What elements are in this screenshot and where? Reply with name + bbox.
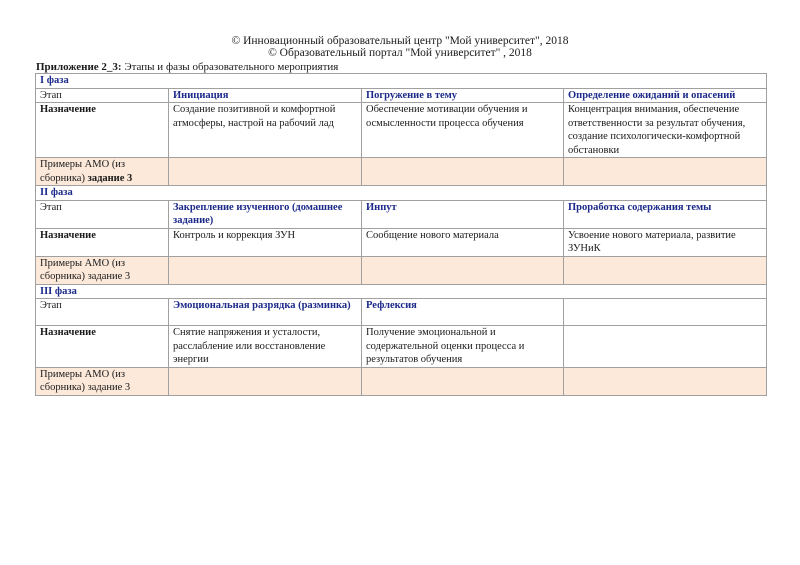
stage-label: Этап (36, 299, 169, 326)
examples-cell (362, 367, 564, 395)
purpose-text: Обеспечение мотивации обучения и осмысленности процесса обучения (362, 103, 564, 158)
examples-label-task: задание 3 (87, 172, 133, 184)
caption-label: Приложение 2_3: (36, 61, 122, 73)
purpose-text (564, 326, 767, 368)
purpose-text: Усвоение нового материала, развитие ЗУНиК (564, 228, 767, 256)
examples-label: Примеры АМО (из сборника) задание 3 (36, 367, 169, 395)
phase-title-row (36, 284, 767, 299)
stage-name: Погружение в тему (362, 88, 564, 103)
purpose-text: Сообщение нового материала (362, 228, 564, 256)
examples-cell (362, 158, 564, 186)
stage-name: Эмоциональная разрядка (разминка) (169, 299, 362, 326)
examples-cell (362, 256, 564, 284)
phase-title: I фаза (36, 74, 767, 89)
purpose-row (36, 326, 767, 368)
examples-cell (564, 367, 767, 395)
stage-name: Инициация (169, 88, 362, 103)
stage-name: Проработка содержания темы (564, 200, 767, 228)
examples-row (36, 256, 767, 284)
examples-cell (169, 367, 362, 395)
examples-label-text: Примеры АМО (из сборника) (40, 159, 126, 184)
stage-row (36, 88, 767, 103)
stage-name: Определение ожиданий и опасений (564, 88, 767, 103)
stage-label: Этап (36, 200, 169, 228)
examples-cell (564, 256, 767, 284)
examples-label (36, 158, 169, 186)
purpose-text: Снятие напряжения и усталости, расслабление или восстановление энергии (169, 326, 362, 368)
purpose-text: Контроль и коррекция ЗУН (169, 228, 362, 256)
purpose-label: Назначение (36, 228, 169, 256)
examples-label: Примеры АМО (из сборника) задание 3 (36, 256, 169, 284)
document-caption (36, 61, 338, 73)
stage-row (36, 200, 767, 228)
stage-name: Рефлексия (362, 299, 564, 326)
copyright-line-2: © Образовательный портал "Мой университет" , 2018 (268, 47, 532, 59)
phases-table (35, 73, 767, 396)
caption-text: Этапы и фазы образовательного мероприятия (121, 61, 339, 73)
phase-title: II фаза (36, 186, 767, 201)
stage-name (564, 299, 767, 326)
examples-cell (169, 158, 362, 186)
purpose-label: Назначение (36, 326, 169, 368)
examples-row (36, 158, 767, 186)
stage-name: Инпут (362, 200, 564, 228)
purpose-text: Концентрация внимания, обеспечение ответственности за результат обучения, создание психологически-комфортной обстановки (564, 103, 767, 158)
examples-row (36, 367, 767, 395)
copyright-line-1: © Инновационный образовательный центр "Мой университет", 2018 (231, 35, 569, 47)
purpose-row (36, 228, 767, 256)
purpose-text: Получение эмоциональной и содержательной оценки процесса и результатов обучения (362, 326, 564, 368)
stage-label: Этап (36, 88, 169, 103)
phase-title-row (36, 186, 767, 201)
purpose-label: Назначение (36, 103, 169, 158)
purpose-row (36, 103, 767, 158)
stage-name: Закрепление изученного (домашнее задание) (169, 200, 362, 228)
purpose-text: Создание позитивной и комфортной атмосферы, настрой на рабочий лад (169, 103, 362, 158)
phase-title-row (36, 74, 767, 89)
stage-row (36, 299, 767, 326)
examples-cell (169, 256, 362, 284)
examples-cell (564, 158, 767, 186)
phase-title: III фаза (36, 284, 767, 299)
